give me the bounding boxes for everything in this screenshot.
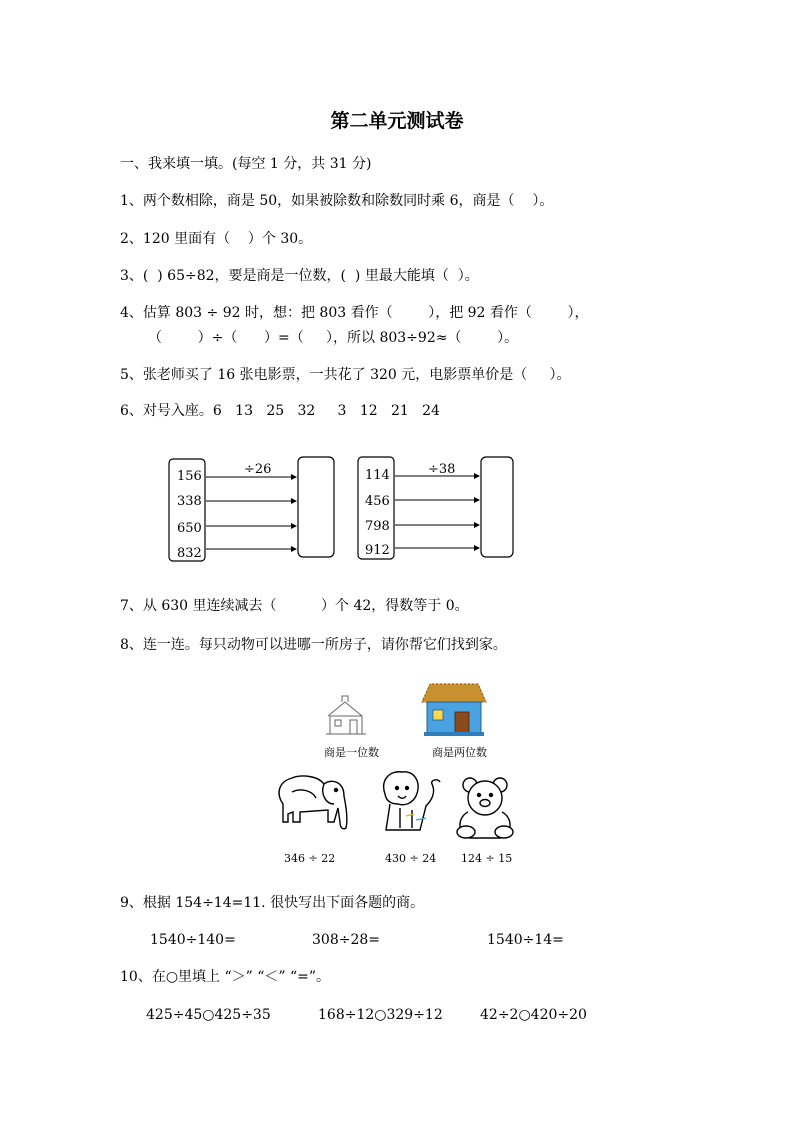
division-diagrams (0, 440, 794, 600)
q9-item: 308÷28= (312, 932, 380, 948)
diagram-1-number: 650 (177, 521, 202, 536)
diagram-1-number: 832 (177, 546, 202, 561)
thatched-house-icon (422, 684, 486, 736)
animal-1-label: 346 ÷ 22 (284, 852, 336, 865)
elephant-icon (279, 776, 347, 829)
question-10: 10、在○里填上 “＞” “＜” “=”。 (120, 969, 331, 985)
section-heading: 一、我来填一填。(每空 1 分，共 31 分) (120, 156, 372, 172)
question-9: 9、根据 154÷14=11. 很快写出下面各题的商。 (120, 895, 425, 911)
diagram-1-number: 156 (177, 469, 202, 484)
question-4-line-2: （ ）÷（ ）=（ ），所以 803÷92≈（ ）。 (148, 330, 519, 346)
matching-illustration (0, 672, 794, 872)
animal-3-label: 124 ÷ 15 (461, 852, 513, 865)
question-8: 8、连一连。每只动物可以进哪一所房子，请你帮它们找到家。 (120, 637, 507, 653)
question-2: 2、120 里面有（ ）个 30。 (120, 231, 313, 247)
diagram-1-operator: ÷26 (244, 462, 272, 477)
q10-item: 168÷12○329÷12 (318, 1007, 443, 1023)
lion-icon (384, 772, 440, 830)
diagram-1 (169, 457, 334, 561)
diagram-2-number: 456 (365, 494, 390, 509)
bear-icon (457, 778, 513, 838)
question-4-line-1: 4、估算 803 ÷ 92 时，想：把 803 看作（ ），把 92 看作（ ）， (120, 305, 589, 321)
diagram-2-answer-box[interactable] (481, 457, 513, 557)
question-3: 3、( ) 65÷82，要是商是一位数，( ) 里最大能填（ ）。 (120, 268, 479, 284)
animal-2-label: 430 ÷ 24 (385, 852, 437, 865)
house-2-label: 商是两位数 (432, 746, 487, 759)
q9-item: 1540÷14= (487, 932, 564, 948)
q10-item: 425÷45○425÷35 (146, 1007, 271, 1023)
question-7: 7、从 630 里连续减去（ ）个 42，得数等于 0。 (120, 598, 469, 614)
house-1-label: 商是一位数 (324, 746, 379, 759)
question-1: 1、两个数相除，商是 50，如果被除数和除数同时乘 6，商是（ ）。 (120, 193, 554, 209)
small-house-icon (326, 696, 366, 734)
question-5: 5、张老师买了 16 张电影票，一共花了 320 元，电影票单价是（ ）。 (120, 367, 571, 383)
question-6: 6、对号入座。6 13 25 32 3 12 21 24 (120, 403, 440, 419)
diagram-2-operator: ÷38 (428, 462, 456, 477)
diagram-1-answer-box[interactable] (298, 457, 334, 557)
diagram-1-number: 338 (177, 494, 202, 509)
diagram-2-number: 114 (365, 468, 390, 483)
diagram-2-number: 798 (365, 519, 390, 534)
q10-item: 42÷2○420÷20 (480, 1007, 587, 1023)
diagram-2 (358, 457, 513, 559)
diagram-2-number: 912 (365, 543, 390, 558)
q9-item: 1540÷140= (150, 932, 236, 948)
page-title: 第二单元测试卷 (330, 110, 464, 132)
